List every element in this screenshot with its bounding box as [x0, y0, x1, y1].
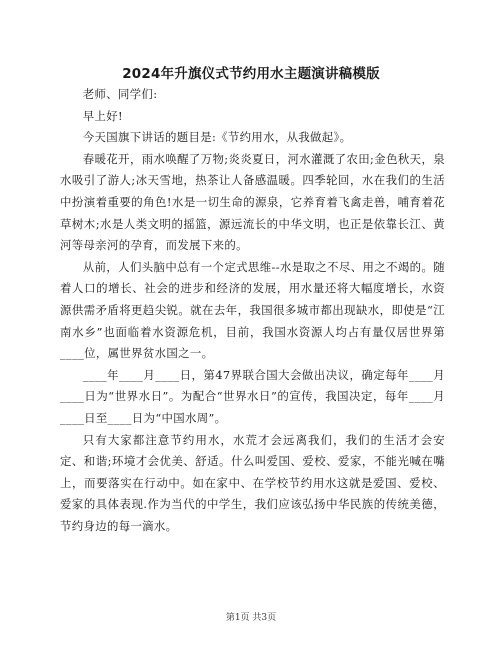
paragraph-seasons: 春暖花开，雨水唤醒了万物;炎炎夏日，河水灌溉了农田;金色秋天，泉水吸引了游人;冰天雪地，热茶让人备感温暖。四季轮回，水在我们的生活中扮演着重要的角色!水是一切生命的源泉，它养育着飞禽走兽，哺育着花草树木;水是人类文明的摇篮，源远流长的中华文明，也正是依靠长江、黄河等母亲河的孕育，而发展下来的。 [60, 151, 445, 253]
paragraph-scarcity: 从前，人们头脑中总有一个定式思维--水是取之不尽、用之不竭的。随着人口的增长、社会的进步和经济的发展，用水量还将大幅度增长，水资源供需矛盾将更趋尖锐。就在去年，我国很多城市都出现缺水，即使是“江南水乡”也面临着水资源危机，目前，我国水资源人均占有量仅居世界第____位，属世界贫水国之一。 [60, 259, 445, 361]
document-title: 2024年升旗仪式节约用水主题演讲稿模版 [122, 66, 380, 82]
greeting: 早上好! [82, 108, 123, 123]
paragraph-conclusion: 只有大家都注意节约用水，水荒才会远离我们，我们的生活才会安定、和谐;环境才会优美、舒适。什么叫爱国、爱校、爱家，不能光喊在嘴上，而要落实在行动中。如在家中、在学校节约用水这就是爱国、爱校、爱家的具体表现.作为当代的中学生，我们应该弘扬中华民族的传统美德，节约身边的每一滴水。 [60, 432, 445, 533]
paragraph-topic: 今天国旗下讲话的题目是:《节约用水，从我做起》。 [82, 130, 352, 145]
page-footer: 第1页 共3页 [225, 613, 277, 623]
paragraph-water-day: ____年____月____日，第47界联合国大会做出决议，确定每年____月____日为“世界水日”。为配合“世界水日”的宣传，我国决定，每年____月____日至____日为“中国水周”。 [60, 367, 445, 425]
salutation: 老师、同学们: [82, 87, 158, 101]
document-body [60, 84, 445, 537]
